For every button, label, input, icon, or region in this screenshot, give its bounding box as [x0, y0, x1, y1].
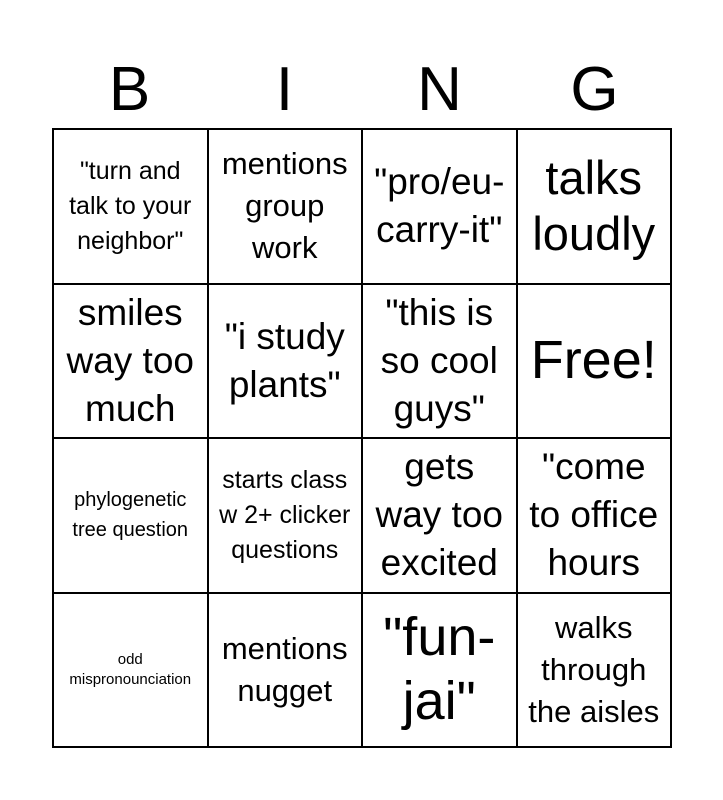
bingo-cell-text: "this is so cool guys": [380, 291, 498, 429]
bingo-cell-text: "i study plants": [224, 315, 345, 405]
bingo-cell[interactable]: [53, 593, 208, 748]
free-space[interactable]: [517, 284, 672, 439]
bingo-cell[interactable]: [53, 438, 208, 593]
bingo-cell-text: gets way too excited: [375, 446, 503, 584]
bingo-cell-text: "fun-jai": [383, 607, 496, 731]
header-letter-g: G: [570, 55, 619, 124]
bingo-cell[interactable]: [362, 593, 517, 748]
bingo-cell-text: talks loudly: [532, 150, 656, 261]
bingo-cell-text: phylogenetic tree question: [72, 489, 189, 542]
bingo-cell[interactable]: [53, 129, 208, 284]
bingo-header: [52, 52, 672, 128]
header-letter-b: B: [108, 55, 151, 124]
bingo-cell-text: odd mispronounciation: [69, 650, 192, 688]
bingo-cell-text: walks through the aisles: [528, 609, 660, 729]
bingo-cell[interactable]: [208, 438, 363, 593]
bingo-cell-text: mentions nugget: [221, 630, 348, 708]
bingo-cell[interactable]: [517, 593, 672, 748]
bingo-cell[interactable]: [53, 284, 208, 439]
bingo-cell-text: "turn and talk to your neighbor": [69, 156, 192, 255]
bingo-cell-text: smiles way too much: [66, 291, 194, 429]
bingo-card: [52, 128, 672, 748]
bingo-cell[interactable]: [517, 129, 672, 284]
header-letter-i: I: [275, 55, 294, 124]
bingo-cell-text: mentions group work: [221, 146, 348, 266]
bingo-cell[interactable]: [517, 438, 672, 593]
bingo-cell[interactable]: [208, 129, 363, 284]
bingo-cell[interactable]: [208, 284, 363, 439]
bingo-cell-text: starts class w 2+ clicker questions: [219, 465, 351, 564]
bingo-cell[interactable]: [362, 438, 517, 593]
bingo-cell-text: "come to office hours: [529, 446, 659, 584]
bingo-cell[interactable]: [208, 593, 363, 748]
bingo-cell[interactable]: [362, 284, 517, 439]
bingo-cell-text: "pro/eu-carry-it": [374, 161, 505, 251]
header-letter-n: N: [417, 55, 462, 124]
free-space-text: Free!: [530, 329, 657, 390]
bingo-cell[interactable]: [362, 129, 517, 284]
